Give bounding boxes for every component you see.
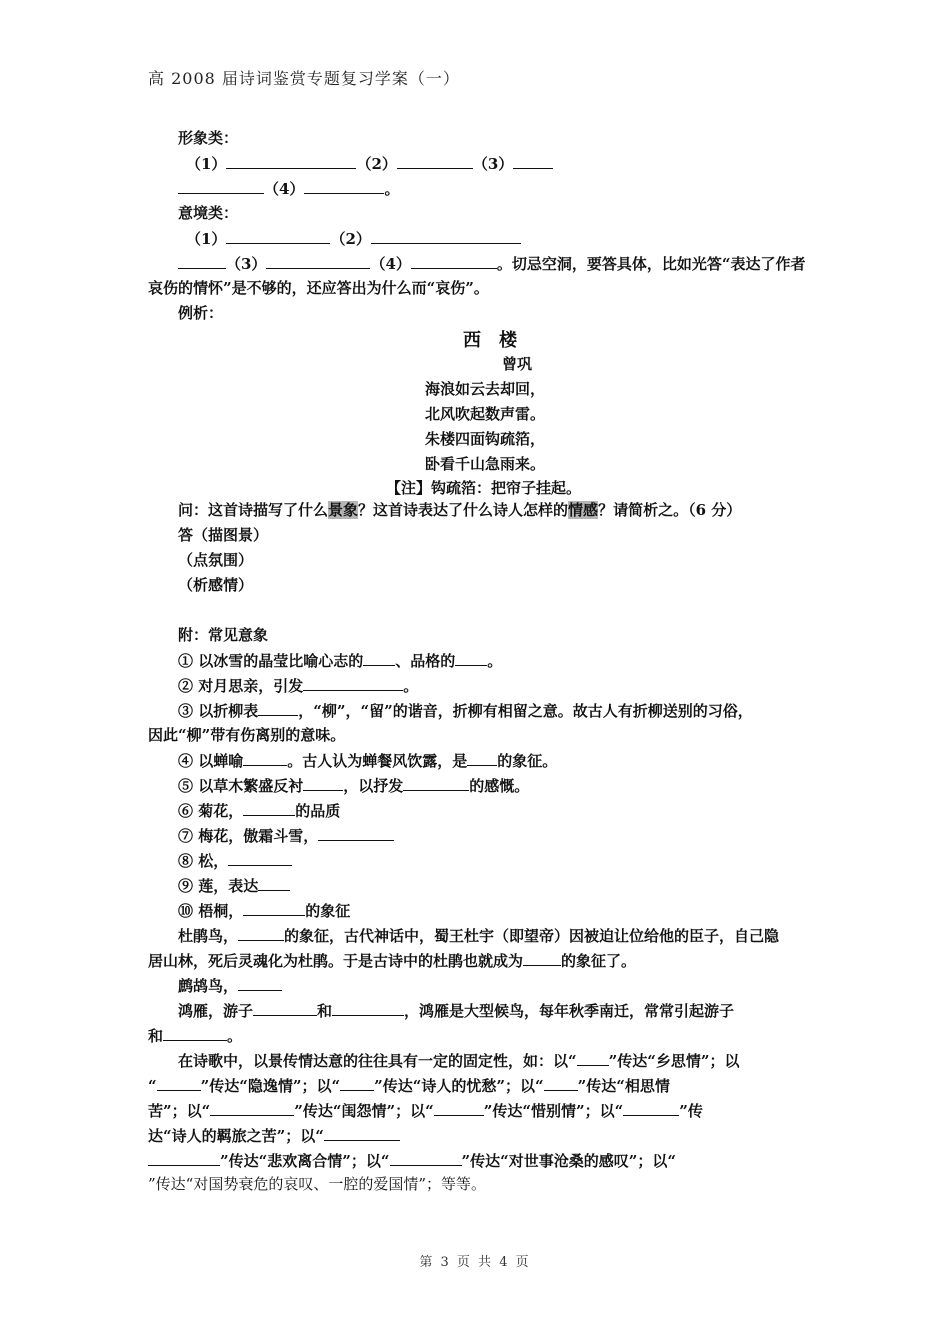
section-label-yijing: 意境类： [178, 204, 239, 222]
item-text: ，以抒发 [343, 777, 404, 795]
poem-line: 北风吹起数声雷。 [425, 405, 546, 423]
item-text: ”传达“乡思情”；以 [608, 1052, 740, 1070]
item-text: ”传达“惜别情”；以“ [483, 1102, 624, 1120]
fill-blank[interactable] [210, 1100, 294, 1116]
item-label: （2） [330, 230, 371, 248]
question-text [178, 500, 741, 520]
poem-author: 曾巩 [502, 355, 533, 373]
item-text: 的象征。 [497, 752, 558, 770]
xingxiang-row-2 [178, 178, 399, 199]
fill-blank[interactable] [544, 1075, 578, 1091]
item-label: （3） [472, 155, 514, 173]
highlight-keyword: 情感 [568, 501, 599, 519]
fill-blank[interactable] [332, 1000, 404, 1016]
highlight-keyword: 景象 [328, 501, 359, 519]
fill-blank[interactable] [178, 178, 264, 194]
item-text: ”传 [679, 1102, 703, 1120]
section-label-xingxiang: 形象类： [178, 129, 239, 147]
item-label: （1） [186, 230, 227, 248]
fill-blank[interactable] [238, 925, 284, 941]
answer-step-3: （析感情） [178, 576, 254, 594]
imagery-item-8 [178, 850, 292, 871]
poem-line: 朱楼四面钩疏箔， [425, 430, 546, 448]
item-text: ⑨ 莲，表达 [178, 877, 259, 895]
fill-blank[interactable] [513, 153, 553, 169]
yijing-row-2 [178, 253, 806, 274]
fill-blank[interactable] [148, 1150, 220, 1166]
imagery-item-3-cont: 因此“柳”带有伤离别的意味。 [148, 726, 346, 744]
fill-blank[interactable] [577, 1050, 609, 1066]
fill-blank[interactable] [303, 775, 343, 791]
item-text: 的象征，古代神话中，蜀王杜宇（即望帝）因被迫让位给他的臣子，自己隐 [284, 927, 780, 945]
fill-blank[interactable] [178, 253, 226, 269]
fill-blank[interactable] [340, 1075, 374, 1091]
example-label: 例析： [178, 304, 224, 322]
item-text: 。 [227, 1027, 243, 1045]
item-text: 。 [487, 652, 503, 670]
fill-blank[interactable] [390, 1150, 462, 1166]
closing-line-6: ”传达“对国势衰危的哀叹、一腔的爱国情”；等等。 [148, 1175, 487, 1193]
item-text: ，鸿雁是大型候鸟，每年秋季南迁，常常引起游子 [404, 1002, 735, 1020]
dujuan-line-1 [178, 925, 779, 946]
imagery-item-7 [178, 825, 394, 846]
fill-blank[interactable] [303, 675, 403, 691]
question-part: ？这首诗表达了什么诗人怎样的 [358, 501, 569, 519]
closing-line-3 [148, 1100, 703, 1121]
closing-line-4 [148, 1125, 400, 1146]
fill-blank[interactable] [238, 975, 282, 991]
item-text: 达“诗人的羁旅之苦”；以“ [148, 1127, 324, 1145]
imagery-item-2 [178, 675, 418, 696]
item-text: ”传达“诗人的忧愁”；以“ [374, 1077, 544, 1095]
item-text: 居山林，死后灵魂化为杜鹃。于是古诗中的杜鹃也就成为 [148, 952, 524, 970]
punctuation: 。 [384, 180, 400, 198]
dujuan-line-2 [148, 950, 636, 971]
item-text: ”传达“相思情 [577, 1077, 670, 1095]
fill-blank[interactable] [467, 750, 497, 766]
hongyan-line-1 [178, 1000, 734, 1021]
item-text: ⑤ 以草木繁盛反衬 [178, 777, 304, 795]
hongyan-line-2 [148, 1025, 242, 1046]
item-label: （1） [186, 155, 227, 173]
item-text: 杜鹃鸟， [178, 927, 239, 945]
page-footer: 第 3 页 共 4 页 [419, 1255, 531, 1270]
fill-blank[interactable] [371, 228, 521, 244]
item-text: ④ 以蝉喻 [178, 752, 244, 770]
item-text: 鸿雁，游子 [178, 1002, 254, 1020]
item-label: （3） [226, 255, 267, 273]
page-header: 高 2008 届诗词鉴赏专题复习学案（一） [148, 69, 460, 88]
item-text: 的象征了。 [561, 952, 637, 970]
item-text: ”传达“悲欢离合情”；以“ [220, 1152, 390, 1170]
poem-title: 西楼 [463, 330, 535, 351]
fill-blank[interactable] [397, 153, 473, 169]
imagery-item-3 [178, 700, 753, 721]
appendix-label: 附：常见意象 [178, 626, 269, 644]
fill-blank[interactable] [523, 950, 561, 966]
item-label: （2） [356, 155, 397, 173]
item-text: 、品格的 [395, 652, 456, 670]
fill-blank[interactable] [253, 1000, 317, 1016]
imagery-item-1 [178, 650, 502, 671]
item-text: ⑩ 梧桐， [178, 902, 244, 920]
fill-blank[interactable] [228, 850, 292, 866]
item-text: 和 [148, 1027, 164, 1045]
item-label: （4） [370, 255, 411, 273]
fill-blank[interactable] [157, 1075, 201, 1091]
item-text: ”传达“对世事沧桑的感叹”；以“ [461, 1152, 677, 1170]
item-text: 。 [403, 677, 419, 695]
item-text: ③ 以折柳表 [178, 702, 259, 720]
question-part: ？请简析之。（6 分） [598, 501, 742, 519]
closing-line-1 [178, 1050, 740, 1071]
answer-step-2: （点氛围） [178, 551, 254, 569]
fill-blank[interactable] [226, 228, 330, 244]
fill-blank[interactable] [434, 1100, 484, 1116]
fill-blank[interactable] [243, 750, 287, 766]
item-text: ② 对月思亲，引发 [178, 677, 304, 695]
fill-blank[interactable] [318, 825, 394, 841]
item-text: 苦”；以“ [148, 1102, 211, 1120]
fill-blank[interactable] [243, 800, 295, 816]
fill-blank[interactable] [324, 1125, 400, 1141]
fill-blank[interactable] [403, 775, 469, 791]
item-text: ⑧ 松， [178, 852, 229, 870]
item-text: ，“柳”，“留”的谐音，折柳有相留之意。故古人有折柳送别的习俗， [298, 702, 753, 720]
fill-blank[interactable] [304, 178, 384, 194]
poem-note: 【注】钩疏箔：把帘子挂起。 [386, 479, 582, 497]
item-text: 鹧鸪鸟， [178, 977, 239, 995]
imagery-item-6 [178, 800, 340, 821]
item-text: 和 [317, 1002, 333, 1020]
yijing-row-1 [186, 228, 521, 249]
imagery-item-5 [178, 775, 529, 796]
item-text: 在诗歌中，以景传情达意的往往具有一定的固定性，如：以“ [178, 1052, 577, 1070]
yijing-note-cont: 哀伤的情怀”是不够的，还应答出为什么而“哀伤”。 [148, 279, 489, 297]
imagery-item-4 [178, 750, 557, 771]
item-text: ① 以冰雪的晶莹比喻心志的 [178, 652, 364, 670]
item-text: 的品质 [295, 802, 341, 820]
imagery-item-10 [178, 900, 350, 921]
fill-blank[interactable] [455, 650, 487, 666]
fill-blank[interactable] [258, 700, 298, 716]
fill-blank[interactable] [258, 875, 290, 891]
item-text: 的感慨。 [469, 777, 530, 795]
poem-line: 海浪如云去却回， [425, 380, 546, 398]
item-label: （4） [264, 180, 305, 198]
closing-line-5 [148, 1150, 676, 1171]
item-text: ”传达“闺怨情”；以“ [294, 1102, 434, 1120]
xingxiang-row-1 [186, 153, 553, 174]
poem-line: 卧看千山急雨来。 [425, 455, 546, 473]
fill-blank[interactable] [363, 650, 395, 666]
item-text: 的象征 [305, 902, 351, 920]
question-part: 问：这首诗描写了什么 [178, 501, 329, 519]
fill-blank[interactable] [226, 153, 356, 169]
fill-blank[interactable] [243, 900, 305, 916]
fill-blank[interactable] [623, 1100, 679, 1116]
answer-step-1: 答（描图景） [178, 526, 269, 544]
imagery-item-9 [178, 875, 290, 896]
fill-blank[interactable] [266, 253, 370, 269]
item-text: ⑥ 菊花， [178, 802, 244, 820]
item-text: “ [148, 1077, 157, 1095]
item-text: ⑦ 梅花，傲霜斗雪， [178, 827, 319, 845]
fill-blank[interactable] [163, 1025, 227, 1041]
closing-line-2 [148, 1075, 670, 1096]
fill-blank[interactable] [411, 253, 497, 269]
item-text: 。古人认为蝉餐风饮露，是 [287, 752, 468, 770]
yijing-note: 。切忌空洞，要答具体，比如光答“表达了作者 [496, 255, 806, 273]
zhegu-line [178, 975, 282, 996]
item-text: ”传达“隐逸情”；以“ [200, 1077, 341, 1095]
